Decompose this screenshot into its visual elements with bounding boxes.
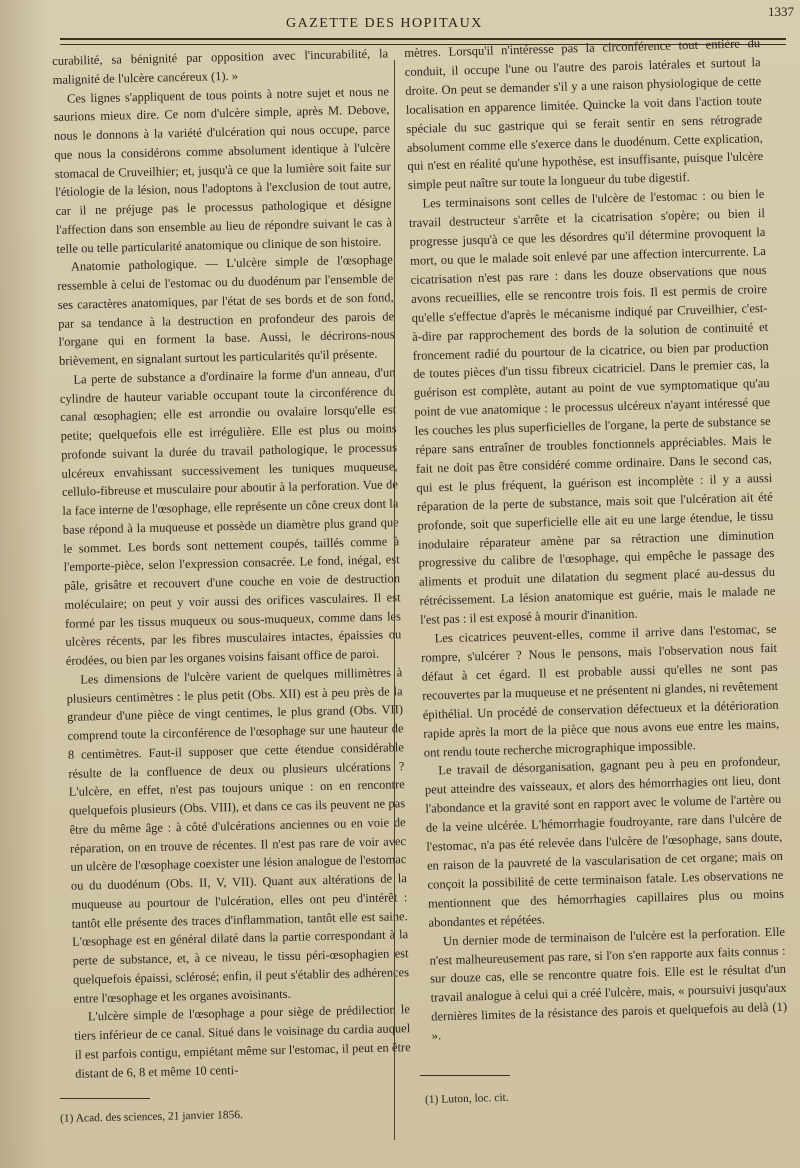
paragraph: Les terminaisons sont celles de l'ulcère de l'estomac : ou bien le travail destructeur s'arrête et la cicatrisation s'opère; ou bien il progresse jusqu'à ce que les désordres qu'il détermine provoquent la mort, ou que le malade soit enlevé par une affection intercurrente. La cicatrisation n'est pas rare : dans les douze observations que nous avons recueillies, elle se rencontre trois fois. Il est permis de croire qu'elle s'effectue d'après le mécanisme indiqué par Cruveilhier, c'est-à-dire par rapprochement des bords de la solution de continuité et froncement radié du pourtour de la cicatrice, ou bien par production de toutes pièces d'un tissu fibreux cicatriciel. Dans le premier cas, la guérison est complète, autant au point de vue symptomatique qu'au point de vue anatomique : le processus ulcéreux n'ayant intéressé que les couches les plus superficielles de l'organe, la perte de substance se répare sans entraîner de troubles fonctionnels appréciables. Mais le fait ne doit pas être considéré comme ordinaire. Dans le second cas, qui est le plus fréquent, la guérison est incomplète : il y a aussi réparation de la perte de substance, mais soit que l'ulcération ait été profonde, soit que superficielle elle ait eu une large étendue, le tissu inodulaire réparateur amène par sa rétraction une diminution progressive du calibre de l'œsophage, qui empêche le passage des aliments et produit une dilatation du segment placé au-dessus du rétrécissement. La lésion anatomique est guérie, mais le malade ne l'est pas : il est exposé à mourir d'inanition. (408, 187, 776, 627)
page-number: 1337 (768, 4, 794, 19)
paragraph: curabilité, sa bénignité par opposition avec l'incurabilité, la malignité de l'ulcère cancéreux (1). » (52, 46, 389, 87)
column-divider (394, 60, 395, 1140)
paragraph: mètres. Lorsqu'il n'intéresse pas la circonférence tout entière du conduit, il occupe l'une ou l'autre des parois latérales et surtout la droite. On peut se demander s'il y a une raison physiologique de cette localisation en apparence limitée. Quincke la voit dans l'action toute spéciale du suc gastrique qui se ferait sentir en sens rétrograde absolument comme elle s'exerce dans le duodénum. Cette explication, qui n'est en réalité qu'une hypothèse, est insuffisante, puisque l'ulcère simple peut naître sur toute la longueur du tube digestif. (404, 36, 764, 193)
left-column (52, 44, 411, 1083)
page-header (0, 4, 800, 34)
paragraph: L'ulcère simple de l'œsophage a pour siège de prédilection le tiers inférieur de ce canal. Situé dans le voisinage du cardia auquel il est parfois contigu, empiétant même sur l'estomac, il peut en être distant de 6, 8 et même 10 centi- (74, 1002, 411, 1081)
binding-shadow (0, 0, 46, 1168)
running-title: GAZETTE DES HOPITAUX (286, 16, 483, 31)
footnote-right: (1) Luton, loc. cit. (424, 1091, 509, 1107)
paragraph: Anatomie pathologique. — L'ulcère simple de l'œsophage ressemble à celui de l'estomac ou du duodénum par l'ensemble de ses caractères anatomiques, par l'état de ses bords et de son fond, par sa tendance à la destruction en profondeur des parois de l'organe qui en forment la base. Aussi, le décrirons-nous brièvement, en signalant surtout les particularités qu'il présente. (57, 252, 395, 368)
paragraph: La perte de substance a d'ordinaire la forme d'un anneau, d'un cylindre de hauteur variable occupant toute la circonférence du canal œsophagien; elle est arrondie ou ovalaire lorsqu'elle est petite; quelquefois elle est irrégulière. Elle est plus ou moins profonde suivant la durée du travail pathologique, le processus ulcéreux envahissant successivement les tuniques muqueuse, cellulo-fibreuse et musculaire pour aboutir à la perforation. Vue de la face interne de l'œsophage, elle représente un cône creux dont la base répond à la muqueuse et possède un diamètre plus grand que le sommet. Les bords sont nettement coupés, taillés comme à l'emporte-pièce, selon l'expression consacrée. Le fond, inégal, est pâle, grisâtre et recouvert d'une couche en voie de destruction moléculaire; on peut y voir aussi des orifices vasculaires. Il est formé par les tissus muqueux ou sous-muqueux, comme dans les ulcères récents, par les fibres musculaires intactes, épaissies ou érodées, ou bien par les organes voisins faisant office de paroi. (59, 365, 402, 668)
paragraph: Les cicatrices peuvent-elles, comme il arrive dans l'estomac, se rompre, s'ulcérer ? Nous le pensons, mais l'observation nous fait défaut à cet égard. Il est probable aussi qu'elles ne sont pas recouvertes par la muqueuse et ne présentent ni glandes, ni revêtement épithélial. Un procédé de conservation défectueux et la détérioration rapide après la mort de la pièce que nous avons eue entre les mains, ont rendu toute recherche micrographique impossible. (420, 621, 780, 760)
footnote-rule-right (420, 1075, 510, 1076)
paragraph: Le travail de désorganisation, gagnant peu à peu en profondeur, peut atteindre des vaisseaux, et alors des hémorrhagies ont lieu, dont l'abondance et la gravité sont en rapport avec le volume de l'artère ou de la veine ulcérée. L'hémorrhagie foudroyante, rare dans l'ulcère de l'estomac, n'a pas été relevée dans l'ulcère de l'œsophage, sans doute, en raison de la pauvreté de la vascularisation de cet organe; mais on conçoit la possibilité de cette terminaison fatale. Les observations ne mentionnent que des hémorrhagies capillaires plus ou moins abondantes et répétées. (424, 754, 785, 930)
paragraph: Ces lignes s'appliquent de tous points à notre sujet et nous ne saurions mieux dire. Ce nom d'ulcère simple, après M. Debove, nous le donnons à la variété d'ulcération qui nous occupe, parce que nous la considérons comme absolument identique à l'ulcère stomacal de Cruveilhier; et, jusqu'à ce que la lumière soit faite sur l'étiologie de la lésion, nous l'adoptons à l'exclusion de tout autre, car il ne préjuge pas le processus pathologique et désigne l'affection dans son ensemble au lieu de répondre suivant le cas à telle ou telle particularité anatomique ou clinique de son histoire. (53, 83, 393, 256)
footnote-rule-left (60, 1098, 150, 1099)
footnote-left: (1) Acad. des sciences, 21 janvier 1856. (59, 1109, 244, 1125)
right-column (404, 34, 788, 1046)
paragraph: Les dimensions de l'ulcère varient de quelques millimètres à plusieurs centimètres : le plus petit (Obs. XII) est à peu près de la grandeur d'une pièce de vingt centimes, le plus grand (Obs. VII) comprend toute la circonférence de l'œsophage sur une hauteur de 8 centimètres. Faut-il supposer que cette étendue considérable résulte de la confluence de deux ou plusieurs ulcérations ? L'ulcère, en effet, n'est pas toujours unique : on en rencontre quelquefois plusieurs (Obs. VIII), et dans ce cas ils peuvent ne pas être du même âge : à côté d'ulcérations anciennes ou en voie de réparation, on en trouve de récentes. Il n'est pas rare de voir avec un ulcère de l'œsophage coexister une lésion analogue de l'estomac ou du duodénum (Obs. II, V, VII). Quant aux altérations de la muqueuse au pourtour de l'ulcération, elles ont peu d'intérêt : tantôt elle présente des traces d'inflammation, tantôt elle est saine. L'œsophage est en général dilaté dans la partie correspondant à la perte de substance, et, à ce niveau, le tissu péri-œsophagien est quelquefois épaissi, sclérosé; enfin, il peut s'établir des adhérences entre l'œsophage et les organes avoisinants. (66, 664, 410, 1006)
paragraph: Un dernier mode de terminaison de l'ulcère est la perforation. Elle n'est malheureusement pas rare, si l'on s'en rapporte aux faits connus : sur douze cas, elle se rencontre quatre fois. Elle est le résultat d'un travail analogue à celui qui a créé l'ulcère, mais, « poursuivi jusqu'aux dernières limites de la résistance des parois et quelquefois au delà (1) ». (429, 924, 788, 1043)
